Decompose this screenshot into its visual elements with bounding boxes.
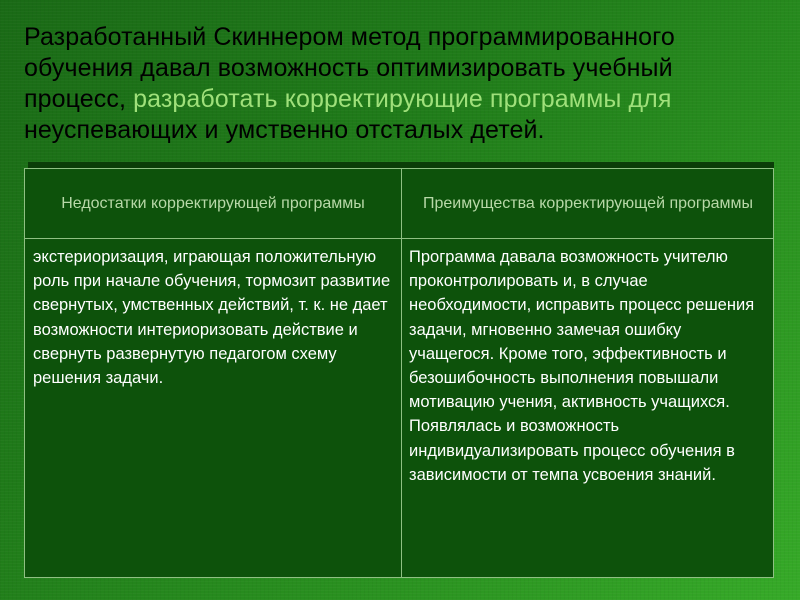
slide-title (24, 22, 764, 146)
cell-advantages: Программа давала возможность учителю проконтролировать и, в случае необходимости, исправить процесс решения задачи, мгновенно замечая ошибку учащегося. Кроме того, эффективность и безошибочность выполнения повышали мотивацию учения, активность учащихся. Появлялась и возможность индивидуализировать процесс обучения в зависимости от темпа усвоения знаний. (409, 248, 755, 484)
cell-disadvantages: экстериоризация, играющая положительную роль при начале обучения, тормозит развитие свернутых, умственных действий, т. к. не дает возможности интериоризовать действие и свернуть развернутую педагогом схему решения задачи. (33, 248, 391, 388)
header-disadvantages: Недостатки корректирующей программы (61, 194, 365, 212)
title-tail: неуспевающих и умственно отсталых детей. (24, 116, 545, 144)
row-divider (25, 238, 773, 239)
title-main: Разработанный Скиннером метод программированного обучения давал возможность оптимизировать учебный процесс, (24, 23, 675, 113)
header-advantages: Преимущества корректирующей программы (422, 194, 754, 212)
title-accent: разработать корректирующие программы для (126, 85, 672, 113)
comparison-table (24, 168, 774, 578)
